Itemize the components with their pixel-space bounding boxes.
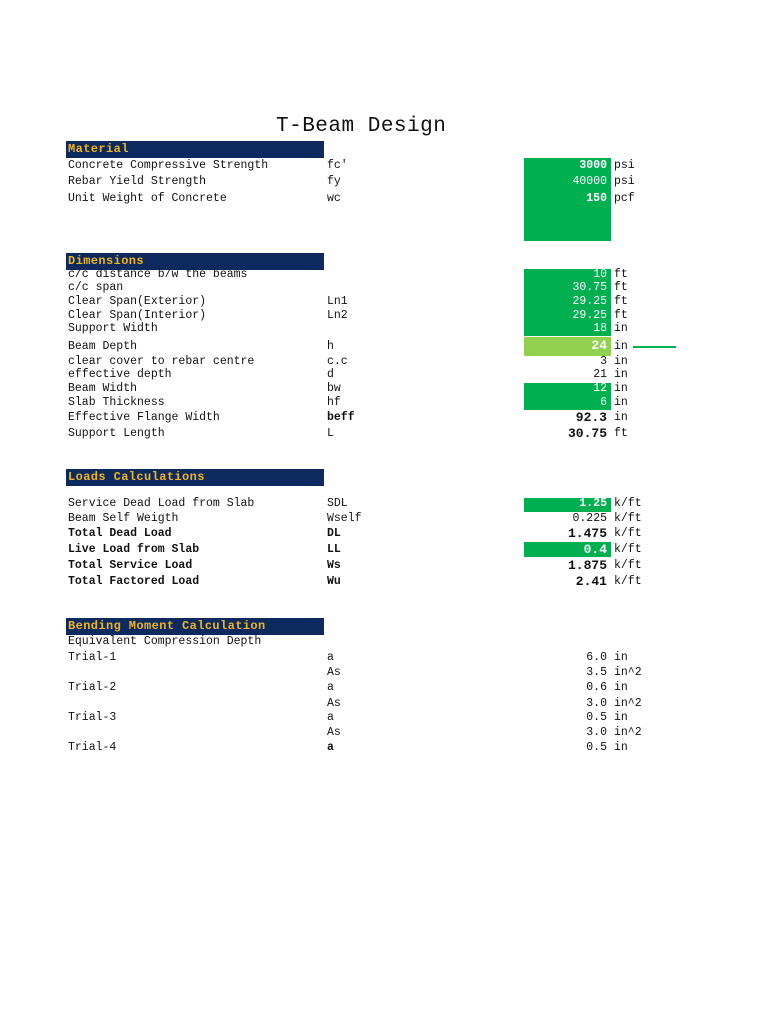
row-symbol: LL	[327, 543, 341, 556]
row-unit: k/ft	[614, 559, 642, 572]
slab-thickness-input[interactable]: 6	[600, 396, 607, 409]
row-unit: k/ft	[614, 512, 642, 525]
row-unit: in	[614, 368, 628, 381]
row-unit: in	[614, 741, 628, 754]
row-unit: in	[614, 651, 628, 664]
row-unit: ft	[614, 281, 628, 294]
fc-input[interactable]: 3000	[579, 159, 607, 172]
row-symbol: Ln1	[327, 295, 348, 308]
row-symbol: hf	[327, 396, 341, 409]
row-label: effective depth	[68, 368, 172, 381]
trial-label: Trial-2	[68, 681, 117, 694]
trial-label: Trial-3	[68, 711, 117, 724]
row-symbol: c.c	[327, 355, 348, 368]
row-unit: in	[614, 411, 628, 424]
row-symbol: a	[327, 651, 334, 664]
row-symbol: h	[327, 340, 334, 353]
total-factored-load-value: 2.41	[575, 574, 607, 589]
row-symbol: Wu	[327, 575, 341, 588]
section-header-loads: Loads Calculations	[66, 469, 324, 486]
row-label: Clear Span(Exterior)	[68, 295, 207, 308]
row-unit: in	[614, 681, 628, 694]
row-symbol: fy	[327, 175, 341, 188]
trial-value: 3.0	[586, 726, 607, 739]
row-unit: in^2	[614, 697, 642, 710]
section-header-dimensions: Dimensions	[66, 253, 324, 270]
row-label: Beam Depth	[68, 340, 138, 353]
row-label: Slab Thickness	[68, 396, 165, 409]
row-symbol: beff	[327, 411, 355, 424]
row-label: Support Length	[68, 427, 165, 440]
row-unit: psi	[614, 159, 635, 172]
cc-span-input[interactable]: 30.75	[572, 281, 607, 294]
row-label: Unit Weight of Concrete	[68, 192, 227, 205]
row-unit: k/ft	[614, 497, 642, 510]
section-header-bending: Bending Moment Calculation	[66, 618, 324, 635]
effective-depth-value: 21	[593, 368, 607, 381]
row-label: Beam Self Weigth	[68, 512, 179, 525]
trial-label: Trial-1	[68, 651, 117, 664]
row-unit: in	[614, 396, 628, 409]
cover-value: 3	[600, 355, 607, 368]
clear-span-exterior-input[interactable]: 29.25	[572, 295, 607, 308]
row-symbol: a	[327, 681, 334, 694]
row-unit: in	[614, 382, 628, 395]
row-symbol: Wself	[327, 512, 362, 525]
row-label: Total Service Load	[68, 559, 193, 572]
row-unit: ft	[614, 268, 628, 281]
row-symbol: As	[327, 726, 341, 739]
beam-depth-indicator-line	[633, 346, 676, 348]
page-title: T-Beam Design	[276, 115, 447, 138]
row-symbol: L	[327, 427, 334, 440]
wc-input[interactable]: 150	[586, 192, 607, 205]
row-label: Service Dead Load from Slab	[68, 497, 255, 510]
trial-label: Trial-4	[68, 741, 117, 754]
trial-value: 0.5	[586, 711, 607, 724]
row-unit: ft	[614, 309, 628, 322]
support-length-value: 30.75	[567, 426, 607, 441]
row-label: Concrete Compressive Strength	[68, 159, 269, 172]
row-label: c/c span	[68, 281, 124, 294]
row-label: Beam Width	[68, 382, 138, 395]
row-symbol: DL	[327, 527, 341, 540]
row-label: c/c distance b/w the beams	[68, 268, 248, 281]
cc-distance-input[interactable]: 10	[593, 268, 607, 281]
row-symbol: SDL	[327, 497, 348, 510]
trial-value: 3.5	[586, 666, 607, 679]
effective-flange-width-value: 92.3	[575, 410, 607, 425]
total-dead-load-value: 1.475	[567, 526, 607, 541]
fy-input[interactable]: 40000	[572, 175, 607, 188]
row-unit: k/ft	[614, 575, 642, 588]
row-symbol: a	[327, 711, 334, 724]
row-symbol: bw	[327, 382, 341, 395]
clear-span-interior-input[interactable]: 29.25	[572, 309, 607, 322]
row-symbol: As	[327, 697, 341, 710]
sdl-input[interactable]: 1.25	[579, 497, 607, 510]
row-symbol: Ws	[327, 559, 341, 572]
row-unit: ft	[614, 295, 628, 308]
row-symbol: fc'	[327, 159, 348, 172]
beam-depth-input[interactable]: 24	[591, 338, 607, 353]
row-unit: in	[614, 322, 628, 335]
row-symbol: d	[327, 368, 334, 381]
row-symbol: As	[327, 666, 341, 679]
row-label: Total Factored Load	[68, 575, 200, 588]
row-unit: in^2	[614, 666, 642, 679]
section-header-material: Material	[66, 141, 324, 158]
row-symbol: wc	[327, 192, 341, 205]
subheader-label: Equivalent Compression Depth	[68, 635, 262, 648]
row-unit: in	[614, 355, 628, 368]
self-weight-value: 0.225	[572, 512, 607, 525]
beam-width-input[interactable]: 12	[593, 382, 607, 395]
trial-value: 0.5	[586, 741, 607, 754]
trial-value: 3.0	[586, 697, 607, 710]
row-symbol: a	[327, 741, 334, 754]
row-label: Live Load from Slab	[68, 543, 200, 556]
row-unit: k/ft	[614, 527, 642, 540]
row-unit: in^2	[614, 726, 642, 739]
row-label: Total Dead Load	[68, 527, 172, 540]
row-unit: ft	[614, 427, 628, 440]
row-label: Rebar Yield Strength	[68, 175, 207, 188]
trial-value: 6.0	[586, 651, 607, 664]
row-label: clear cover to rebar centre	[68, 355, 255, 368]
row-unit: pcf	[614, 192, 635, 205]
row-label: Effective Flange Width	[68, 411, 220, 424]
row-label: Support Width	[68, 322, 158, 335]
total-service-load-value: 1.875	[567, 558, 607, 573]
row-unit: in	[614, 711, 628, 724]
ll-input[interactable]: 0.4	[583, 542, 607, 557]
support-width-input[interactable]: 18	[593, 322, 607, 335]
trial-value: 0.6	[586, 681, 607, 694]
row-unit: psi	[614, 175, 635, 188]
row-symbol: Ln2	[327, 309, 348, 322]
row-label: Clear Span(Interior)	[68, 309, 207, 322]
row-unit: k/ft	[614, 543, 642, 556]
row-unit: in	[614, 340, 628, 353]
